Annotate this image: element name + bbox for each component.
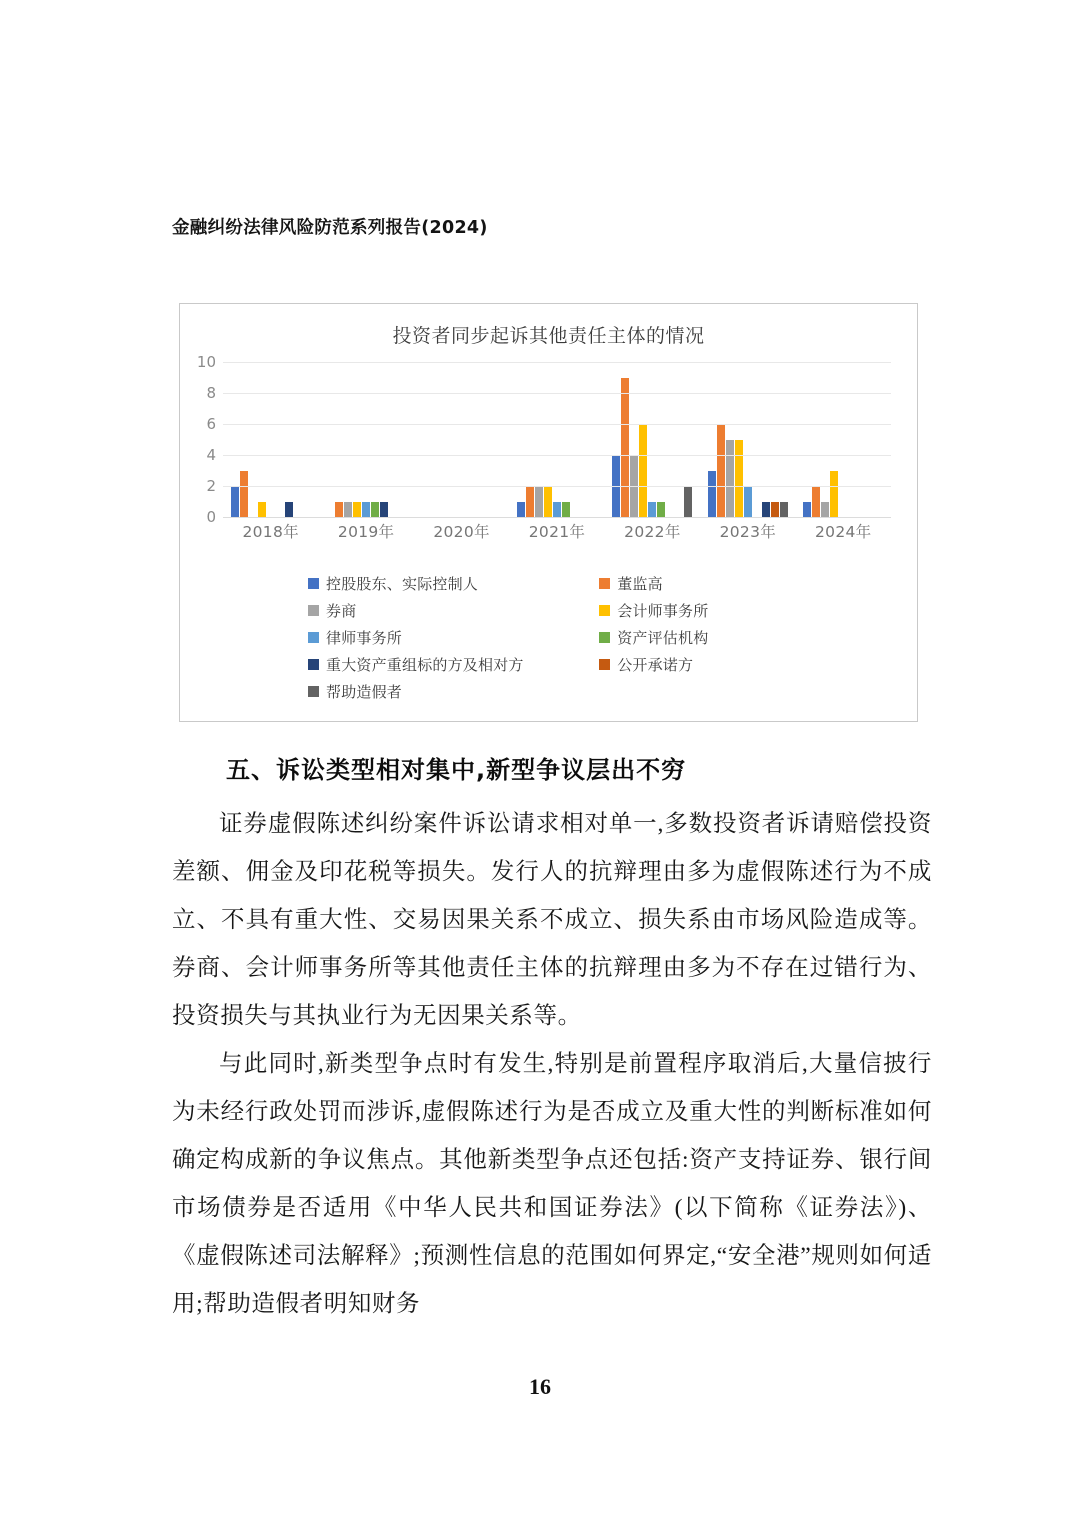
legend-item[interactable] xyxy=(599,570,828,597)
y-axis-tick: 10 xyxy=(196,353,216,371)
y-axis-tick: 4 xyxy=(206,446,216,464)
bar xyxy=(735,440,743,518)
bar xyxy=(657,502,665,518)
body-text xyxy=(172,800,932,1328)
bar xyxy=(380,502,388,518)
bar xyxy=(371,502,379,518)
legend-swatch-icon xyxy=(308,659,319,670)
legend-swatch-icon xyxy=(308,605,319,616)
legend-item[interactable] xyxy=(599,624,828,651)
bar xyxy=(517,502,525,518)
bar xyxy=(535,486,543,517)
bar xyxy=(803,502,811,518)
x-axis-tick: 2018年 xyxy=(242,523,299,541)
legend-swatch-icon xyxy=(308,632,319,643)
legend-swatch-icon xyxy=(599,605,610,616)
legend-label: 资产评估机构 xyxy=(617,629,709,647)
bar xyxy=(621,378,629,518)
y-axis-tick: 2 xyxy=(206,477,216,495)
bar xyxy=(231,486,239,517)
bar xyxy=(258,502,266,518)
legend-label: 重大资产重组标的方及相对方 xyxy=(326,656,524,674)
bar xyxy=(553,502,561,518)
bar xyxy=(335,502,343,518)
bar-group xyxy=(605,362,700,517)
x-axis-tick: 2020年 xyxy=(433,523,490,541)
bar-group xyxy=(700,362,795,517)
legend-label: 会计师事务所 xyxy=(617,602,709,620)
chart-title: 投资者同步起诉其他责任主体的情况 xyxy=(392,326,705,347)
bar xyxy=(780,502,788,518)
paragraph-1: 证券虚假陈述纠纷案件诉讼请求相对单一,多数投资者诉请赔偿投资差额、佣金及印花税等损失。发行人的抗辩理由多为虚假陈述行为不成立、不具有重大性、交易因果关系不成立、损失系由市场风险造成等。券商、会计师事务所等其他责任主体的抗辩理由多为不存在过错行为、投资损失与其执业行为无因果关系等。 xyxy=(172,811,932,1029)
legend-item[interactable] xyxy=(308,570,599,597)
gridline xyxy=(223,455,891,456)
bar xyxy=(240,471,248,518)
bar xyxy=(526,486,534,517)
bar xyxy=(762,502,770,518)
bar-group xyxy=(414,362,509,517)
bar xyxy=(639,424,647,517)
legend-label: 券商 xyxy=(326,602,357,620)
bar xyxy=(830,471,838,518)
bar xyxy=(821,502,829,518)
legend-swatch-icon xyxy=(599,578,610,589)
bar xyxy=(684,486,692,517)
chart-container xyxy=(179,303,918,722)
bar-group xyxy=(223,362,318,517)
legend-label: 董监高 xyxy=(617,575,663,593)
gridline xyxy=(223,517,891,518)
legend-swatch-icon xyxy=(308,686,319,697)
y-axis-tick: 6 xyxy=(206,415,216,433)
bar-group xyxy=(318,362,413,517)
bar xyxy=(648,502,656,518)
bar xyxy=(726,440,734,518)
x-axis-tick: 2024年 xyxy=(815,523,872,541)
legend-label: 公开承诺方 xyxy=(617,656,694,674)
legend-item[interactable] xyxy=(308,678,599,705)
y-axis-tick: 0 xyxy=(206,508,216,526)
bar xyxy=(362,502,370,518)
chart-legend xyxy=(308,570,828,705)
x-axis-tick: 2021年 xyxy=(528,523,586,541)
x-axis xyxy=(223,520,891,542)
bar xyxy=(717,424,725,517)
bar xyxy=(353,502,361,518)
bar-group xyxy=(509,362,604,517)
running-header: 金融纠纷法律风险防范系列报告(2024) xyxy=(172,218,488,238)
x-axis-tick: 2022年 xyxy=(624,523,681,541)
bar xyxy=(562,502,570,518)
legend-label: 律师事务所 xyxy=(326,629,403,647)
x-axis-tick: 2023年 xyxy=(719,523,777,541)
bar xyxy=(812,486,820,517)
legend-swatch-icon xyxy=(599,659,610,670)
legend-item[interactable] xyxy=(599,651,828,678)
legend-item[interactable] xyxy=(308,651,599,678)
bar-groups xyxy=(223,362,891,517)
gridline xyxy=(223,424,891,425)
legend-label: 控股股东、实际控制人 xyxy=(326,575,479,593)
bar xyxy=(544,486,552,517)
legend-label: 帮助造假者 xyxy=(326,683,403,701)
bar xyxy=(344,502,352,518)
y-axis-tick: 8 xyxy=(206,384,216,402)
bar xyxy=(771,502,779,518)
bar xyxy=(708,471,716,518)
page-number: 16 xyxy=(529,1374,551,1399)
x-axis-tick: 2019年 xyxy=(337,523,395,541)
paragraph-2: 与此同时,新类型争点时有发生,特别是前置程序取消后,大量信披行为未经行政处罚而涉诉,虚假陈述行为是否成立及重大性的判断标准如何确定构成新的争议焦点。其他新类型争点还包括:资产支持证券、银行间市场债券是否适用《中华人民共和国证券法》(以下简称《证券法》)、《虚假陈述司法解释》;预测性信息的范围如何界定,“安全港”规则如何适用;帮助造假者明知财务 xyxy=(172,1051,932,1317)
legend-item[interactable] xyxy=(308,597,599,624)
legend-swatch-icon xyxy=(599,632,610,643)
legend-swatch-icon xyxy=(308,578,319,589)
bar xyxy=(285,502,293,518)
bar-group xyxy=(796,362,891,517)
y-axis xyxy=(180,353,220,526)
gridline xyxy=(223,362,891,363)
legend-item[interactable] xyxy=(308,624,599,651)
gridline xyxy=(223,393,891,394)
gridline xyxy=(223,486,891,487)
section-heading: 五、诉讼类型相对集中,新型争议层出不穷 xyxy=(226,756,687,784)
bar xyxy=(744,486,752,517)
chart-plot-area xyxy=(223,362,891,517)
legend-item[interactable] xyxy=(599,597,828,624)
